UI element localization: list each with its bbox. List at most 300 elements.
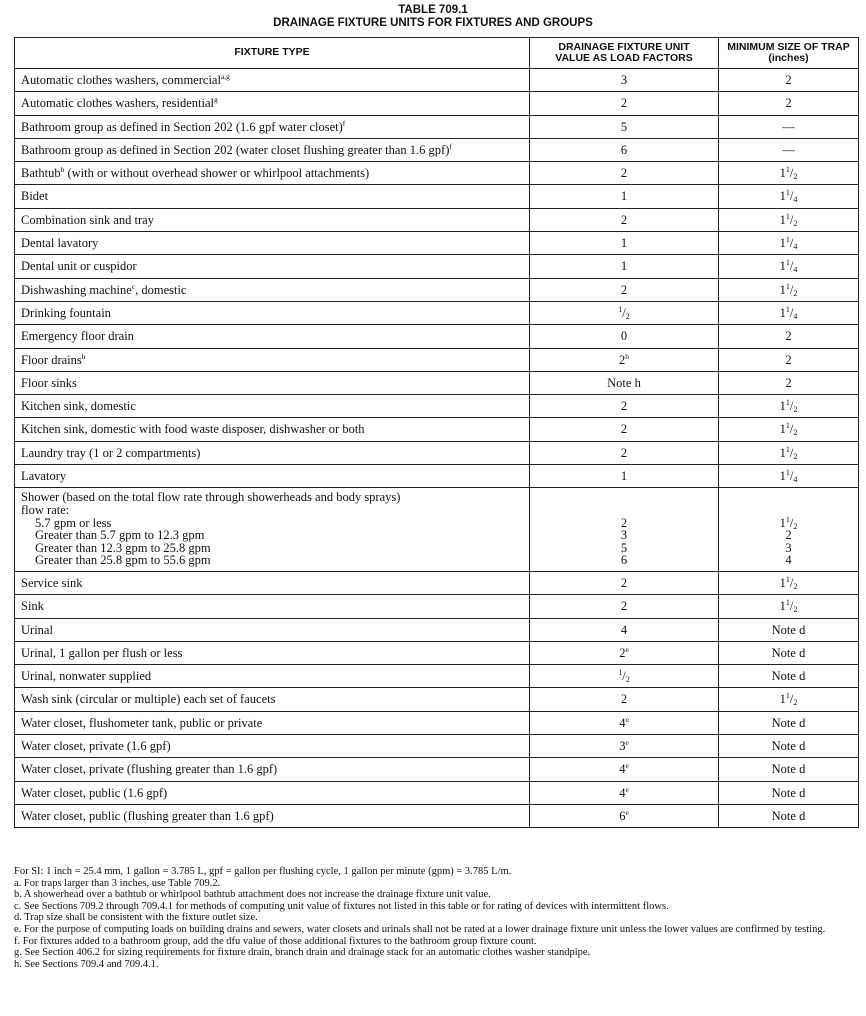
footnote-ref: e xyxy=(625,784,629,794)
fraction-denominator: 4 xyxy=(793,195,798,205)
dfu-fraction xyxy=(618,669,629,683)
footnote-item: e. For the purpose of computing loads on building drains and sewers, water closets and urinals shall not be rated at a lower drainage fixture unit unless the lower values are confirmed by testing. xyxy=(14,923,826,935)
trap-text: — xyxy=(782,119,795,134)
fraction-slash: / xyxy=(789,399,794,414)
fixture-name: Laundry tray (1 or 2 compartments) xyxy=(21,445,201,460)
footnote-ref: e xyxy=(625,714,629,724)
footnote-ref: h xyxy=(625,351,629,361)
fixture-name: Automatic clothes washers, residential xyxy=(21,96,214,111)
dfu-value-cell xyxy=(530,781,719,804)
fraction-denominator: 4 xyxy=(793,475,798,485)
dfu-text: 5 xyxy=(620,540,628,555)
dfu-text: 2 xyxy=(620,599,628,614)
dfu-text: 2 xyxy=(620,422,628,437)
trap-fraction xyxy=(780,306,798,320)
trap-text: 2 xyxy=(785,96,792,111)
table-row xyxy=(15,665,859,688)
dfu-value-cell xyxy=(530,371,719,394)
dfu-text: 4 xyxy=(619,785,626,800)
fixture-type-cell xyxy=(15,162,530,185)
fraction-whole: 1 xyxy=(779,422,786,437)
fixture-type-cell xyxy=(15,371,530,394)
fixture-type-cell xyxy=(15,325,530,348)
dfu-value-cell xyxy=(530,301,719,324)
trap-text: Note d xyxy=(771,715,806,730)
footnote-ref: e xyxy=(625,807,629,817)
trap-size-cell xyxy=(719,371,859,394)
table-row xyxy=(15,371,859,394)
trap-size-cell xyxy=(719,441,859,464)
table-row xyxy=(15,185,859,208)
dfu-value-cell xyxy=(530,278,719,301)
trap-fraction xyxy=(780,599,798,613)
spacer xyxy=(719,491,858,504)
fixture-name-tail: , domestic xyxy=(135,282,187,297)
fraction-denominator: 4 xyxy=(793,265,798,275)
fraction-slash: / xyxy=(789,445,794,460)
trap-fraction xyxy=(780,446,798,460)
fixture-name: Bathroom group as defined in Section 202 (1.6 gpf water closet) xyxy=(21,119,343,134)
fixture-type-cell xyxy=(15,348,530,371)
fixture-name: Automatic clothes washers, commercial xyxy=(21,73,221,87)
fixture-name: Bathroom group as defined in Section 202 (water closet flushing greater than 1.6 gpf) xyxy=(21,142,450,157)
table-row xyxy=(15,92,859,115)
dfu-value-cell xyxy=(530,804,719,827)
shower-flow-rate-label: Greater than 5.7 gpm to 12.3 gpm xyxy=(35,528,205,543)
trap-size-cell xyxy=(719,571,859,594)
fixture-type-cell xyxy=(15,734,530,757)
trap-size-cell xyxy=(719,641,859,664)
fraction-numerator: 1 xyxy=(785,468,790,478)
fraction-numerator: 1 xyxy=(785,514,790,524)
fixture-name: Emergency floor drain xyxy=(21,329,134,344)
fraction-denominator: 2 xyxy=(793,172,798,182)
table-row xyxy=(15,301,859,324)
trap-size-cell xyxy=(719,781,859,804)
fraction-slash: / xyxy=(789,236,794,251)
fixture-name: Shower (based on the total flow rate through showerheads and body sprays) xyxy=(21,490,401,505)
trap-text: Note d xyxy=(771,738,806,753)
dfu-value-cell xyxy=(530,255,719,278)
shower-flow-rate-label: 5.7 gpm or less xyxy=(35,515,112,530)
shower-flow-rate-label: Greater than 12.3 gpm to 25.8 gpm xyxy=(35,540,211,555)
fixture-name: Dental lavatory xyxy=(21,236,99,251)
fixture-name: Sink xyxy=(21,599,44,614)
trap-text: Note d xyxy=(771,762,806,777)
fixture-type-cell xyxy=(15,804,530,827)
fraction-slash: / xyxy=(789,189,794,204)
table-row xyxy=(15,488,859,572)
table-row xyxy=(15,255,859,278)
trap-fraction xyxy=(780,259,798,273)
table-row xyxy=(15,395,859,418)
fraction-slash: / xyxy=(789,575,794,590)
trap-text: 2 xyxy=(785,352,792,367)
trap-size-cell xyxy=(719,115,859,138)
trap-text: 2 xyxy=(785,375,792,390)
dfu-text: 0 xyxy=(620,329,628,344)
fixture-type-cell xyxy=(15,185,530,208)
fraction-numerator: 1 xyxy=(785,444,790,454)
dfu-text: 6 xyxy=(620,142,628,157)
footnote-item: c. See Sections 709.2 through 709.4.1 for methods of computing unit value of fixtures not listed in this table or for rating of devices with intermittent flows. xyxy=(14,900,669,912)
table-row xyxy=(15,208,859,231)
table-row xyxy=(15,781,859,804)
shower-trap xyxy=(719,554,858,567)
fraction-numerator: 1 xyxy=(785,691,790,701)
trap-size-cell xyxy=(719,688,859,711)
fraction-whole: 1 xyxy=(779,692,786,707)
trap-text: — xyxy=(782,142,795,157)
fraction-slash: / xyxy=(789,259,794,274)
dfu-text: 2 xyxy=(620,692,628,707)
fraction-slash: / xyxy=(789,212,794,227)
footnote-ref: h xyxy=(81,351,86,361)
footnote-ref: a,g xyxy=(220,72,230,81)
fixture-type-cell xyxy=(15,665,530,688)
table-row xyxy=(15,711,859,734)
fraction-whole: 1 xyxy=(779,445,786,460)
fixture-name-tail: (with or without overhead shower or whirlpool attachments) xyxy=(64,166,370,181)
dfu-text: 2 xyxy=(620,575,628,590)
fraction-whole: 1 xyxy=(779,469,786,484)
fixture-type-cell xyxy=(15,418,530,441)
fraction-whole: 1 xyxy=(779,189,786,204)
fraction-slash: / xyxy=(789,692,794,707)
trap-size-cell xyxy=(719,395,859,418)
fixture-type-cell xyxy=(15,758,530,781)
fraction-denominator: 2 xyxy=(793,451,798,461)
footnote-list xyxy=(14,878,860,971)
dfu-value-cell xyxy=(530,758,719,781)
footnote-item: h. See Sections 709.4 and 709.4.1. xyxy=(14,958,159,970)
header-fixture-type: FIXTURE TYPE xyxy=(15,38,530,69)
trap-size-cell xyxy=(719,711,859,734)
fixture-type-cell xyxy=(15,278,530,301)
fraction-slash: / xyxy=(789,599,794,614)
trap-size-cell xyxy=(719,325,859,348)
fixture-name: Lavatory xyxy=(21,469,67,484)
fixture-name: Water closet, flushometer tank, public or private xyxy=(21,715,263,730)
table-row xyxy=(15,734,859,757)
footnote-si: For SI: 1 inch = 25.4 mm, 1 gallon = 3.785 L, gpf = gallon per flushing cycle, 1 gallon per minute (gpm) = 3.785 L/m. xyxy=(14,866,512,877)
dfu-text: 2 xyxy=(620,399,628,414)
fraction-whole: 1 xyxy=(779,399,786,414)
footnote-item: d. Trap size shall be consistent with the fixture outlet size. xyxy=(14,912,258,924)
fraction-whole: 1 xyxy=(779,305,786,320)
dfu-text: 5 xyxy=(620,119,628,134)
trap-size-cell xyxy=(719,232,859,255)
fixture-type-cell xyxy=(15,232,530,255)
fixture-name: Water closet, public (1.6 gpf) xyxy=(21,785,168,800)
table-row xyxy=(15,571,859,594)
trap-text: Note d xyxy=(771,808,806,823)
dfu-value-cell xyxy=(530,711,719,734)
fixture-name-line2: flow rate: xyxy=(21,502,70,517)
dfu-value-cell xyxy=(530,232,719,255)
footnote-item: f. For fixtures added to a bathroom group, add the dfu value of those additional fixtures to the bathroom group fixture count. xyxy=(14,935,537,947)
fraction-numerator: 1 xyxy=(785,165,790,175)
table-row xyxy=(15,232,859,255)
fixture-type-cell xyxy=(15,488,530,572)
trap-text: 2 xyxy=(785,73,792,87)
fraction-whole: 1 xyxy=(779,515,786,530)
trap-fraction xyxy=(780,213,798,227)
dfu-value-cell xyxy=(530,69,719,92)
dfu-value-cell xyxy=(530,185,719,208)
footnote-ref: f xyxy=(449,141,452,151)
trap-size-cell xyxy=(719,138,859,161)
fixture-units-table xyxy=(14,37,859,828)
trap-size-cell xyxy=(719,92,859,115)
fixture-name: Dental unit or cuspidor xyxy=(21,259,137,274)
spacer xyxy=(530,491,718,504)
dfu-text: 2 xyxy=(619,645,626,660)
footnote-item: g. See Section 406.2 for sizing requirements for fixture drain, branch drain and drainage stack for an automatic clothes washer standpipe. xyxy=(14,947,591,959)
footnote-ref: e xyxy=(625,761,629,771)
trap-size-cell xyxy=(719,618,859,641)
fixture-type-cell xyxy=(15,301,530,324)
fraction-denominator: 2 xyxy=(793,698,798,708)
table-header-row xyxy=(15,38,859,69)
dfu-value-cell xyxy=(530,465,719,488)
fixture-name: Drinking fountain xyxy=(21,305,111,320)
table-body xyxy=(15,69,859,828)
footnote-ref: g xyxy=(214,95,218,105)
fraction-whole: 1 xyxy=(779,259,786,274)
fraction-slash: / xyxy=(789,305,794,320)
fixture-type-cell xyxy=(15,465,530,488)
header-trap-line2: (inches) xyxy=(768,52,809,64)
trap-size-cell xyxy=(719,301,859,324)
footnote-ref: b xyxy=(60,165,65,175)
table-row xyxy=(15,418,859,441)
fixture-type-cell xyxy=(15,595,530,618)
fixture-type-cell xyxy=(15,138,530,161)
trap-text: Note d xyxy=(771,785,806,800)
table-row xyxy=(15,641,859,664)
fixture-name: Water closet, public (flushing greater than 1.6 gpf) xyxy=(21,808,274,823)
fraction-numerator: 1 xyxy=(785,258,790,268)
fixture-type-cell xyxy=(15,781,530,804)
trap-size-cell xyxy=(719,488,859,572)
header-dfu-value xyxy=(530,38,719,69)
fixture-type-cell xyxy=(15,571,530,594)
fixture-type-cell xyxy=(15,92,530,115)
dfu-text: 3 xyxy=(619,738,626,753)
trap-size-cell xyxy=(719,665,859,688)
trap-text: 2 xyxy=(785,329,792,344)
fraction-denominator: 2 xyxy=(793,218,798,228)
table-row xyxy=(15,115,859,138)
dfu-value-cell xyxy=(530,618,719,641)
trap-text: 2 xyxy=(785,528,792,543)
fixture-type-cell xyxy=(15,711,530,734)
fixture-name: Kitchen sink, domestic with food waste disposer, dishwasher or both xyxy=(21,422,365,437)
fraction-slash: / xyxy=(622,669,626,684)
trap-text: 4 xyxy=(785,553,792,568)
fraction-denominator: 2 xyxy=(793,288,798,298)
dfu-value-cell xyxy=(530,395,719,418)
footnotes xyxy=(14,866,860,970)
trap-size-cell xyxy=(719,734,859,757)
fraction-numerator: 1 xyxy=(785,281,790,291)
fixture-name: Water closet, private (flushing greater than 1.6 gpf) xyxy=(21,762,278,777)
fixture-type-cell xyxy=(15,395,530,418)
trap-fraction xyxy=(780,283,798,297)
fraction-whole: 1 xyxy=(779,599,786,614)
fraction-whole: 1 xyxy=(779,212,786,227)
dfu-text: 1 xyxy=(620,236,628,251)
trap-text: Note d xyxy=(771,622,806,637)
dfu-text: 6 xyxy=(620,553,628,568)
header-trap-size xyxy=(719,38,859,69)
trap-fraction xyxy=(780,399,798,413)
footnote-item: a. For traps larger than 3 inches, use Table 709.2. xyxy=(14,877,221,889)
fixture-name: Bidet xyxy=(21,189,49,204)
dfu-value-cell xyxy=(530,92,719,115)
fraction-slash: / xyxy=(789,282,794,297)
footnote-ref: f xyxy=(342,118,346,128)
fraction-slash: / xyxy=(622,305,626,320)
dfu-value-cell xyxy=(530,441,719,464)
fraction-slash: / xyxy=(789,166,794,181)
dfu-text: 2 xyxy=(620,212,628,227)
footnote-ref: e xyxy=(625,737,629,747)
fraction-denominator: 2 xyxy=(625,675,630,685)
footnote-ref: c xyxy=(131,281,136,291)
fixture-type-cell xyxy=(15,255,530,278)
fraction-numerator: 1 xyxy=(618,304,623,314)
dfu-text: Note h xyxy=(607,375,641,390)
dfu-text: 4 xyxy=(620,622,628,637)
trap-size-cell xyxy=(719,208,859,231)
fixture-name: Urinal, 1 gallon per flush or less xyxy=(21,645,183,660)
fixture-name: Floor drains xyxy=(21,352,82,367)
footnote-item: b. A showerhead over a bathtub or whirlpool bathtub attachment does not increase the drainage fixture unit value. xyxy=(14,889,491,901)
fraction-numerator: 1 xyxy=(785,598,790,608)
fraction-denominator: 4 xyxy=(793,311,798,321)
table-row xyxy=(15,278,859,301)
fixture-type-cell xyxy=(15,688,530,711)
fraction-numerator: 1 xyxy=(785,235,790,245)
table-row xyxy=(15,138,859,161)
dfu-text: 2 xyxy=(620,166,628,181)
fixture-name: Bathtub xyxy=(21,166,61,181)
table-row xyxy=(15,162,859,185)
table-row xyxy=(15,441,859,464)
shower-dfu xyxy=(530,554,718,567)
fraction-whole: 1 xyxy=(779,236,786,251)
dfu-text: 6 xyxy=(619,808,626,823)
header-dfu-line1: DRAINAGE FIXTURE UNIT xyxy=(558,40,690,53)
trap-fraction xyxy=(780,189,798,203)
fraction-whole: 1 xyxy=(779,166,786,181)
table-title: TABLE 709.1 xyxy=(398,4,468,16)
trap-fraction xyxy=(780,236,798,250)
trap-text: 3 xyxy=(785,540,792,555)
dfu-text: 3 xyxy=(620,528,628,543)
dfu-value-cell xyxy=(530,418,719,441)
trap-fraction xyxy=(780,422,798,436)
fraction-numerator: 1 xyxy=(785,421,790,431)
trap-text: Note d xyxy=(771,669,806,684)
fraction-denominator: 2 xyxy=(793,581,798,591)
dfu-value-cell xyxy=(530,208,719,231)
table-row xyxy=(15,348,859,371)
trap-size-cell xyxy=(719,162,859,185)
trap-size-cell xyxy=(719,758,859,781)
dfu-value-cell xyxy=(530,162,719,185)
fixture-type-cell xyxy=(15,641,530,664)
fixture-name: Floor sinks xyxy=(21,375,77,390)
dfu-value-cell xyxy=(530,325,719,348)
dfu-text: 2 xyxy=(620,445,628,460)
dfu-text: 1 xyxy=(620,469,628,484)
dfu-value-cell xyxy=(530,641,719,664)
fixture-type-cell xyxy=(15,208,530,231)
fixture-name: Service sink xyxy=(21,575,83,590)
dfu-text: 3 xyxy=(620,73,628,87)
dfu-text: 2 xyxy=(620,515,628,530)
trap-fraction xyxy=(780,692,798,706)
fixture-name: Dishwashing machine xyxy=(21,282,132,297)
dfu-text: 1 xyxy=(620,189,628,204)
fixture-type-cell xyxy=(15,618,530,641)
fixture-type-cell xyxy=(15,115,530,138)
trap-size-cell xyxy=(719,595,859,618)
fraction-slash: / xyxy=(789,469,794,484)
fraction-slash: / xyxy=(789,422,794,437)
fraction-denominator: 2 xyxy=(793,605,798,615)
fraction-whole: 1 xyxy=(779,575,786,590)
dfu-text: 4 xyxy=(619,762,626,777)
fraction-denominator: 2 xyxy=(793,405,798,415)
fixture-name: Combination sink and tray xyxy=(21,212,154,227)
table-row xyxy=(15,758,859,781)
dfu-value-cell xyxy=(530,595,719,618)
shower-flow-rate-label: Greater than 25.8 gpm to 55.6 gpm xyxy=(35,553,211,568)
trap-size-cell xyxy=(719,69,859,92)
fraction-numerator: 1 xyxy=(785,574,790,584)
table-row xyxy=(15,618,859,641)
header-dfu-line2: VALUE AS LOAD FACTORS xyxy=(555,52,693,64)
dfu-value-cell xyxy=(530,115,719,138)
table-row xyxy=(15,69,859,92)
fraction-whole: 1 xyxy=(779,282,786,297)
dfu-value-cell xyxy=(530,571,719,594)
table-row xyxy=(15,465,859,488)
trap-size-cell xyxy=(719,185,859,208)
dfu-text: 1 xyxy=(620,259,628,274)
dfu-text: 2 xyxy=(620,282,628,297)
trap-fraction xyxy=(780,166,798,180)
footnote-ref: e xyxy=(625,644,629,654)
dfu-value-cell xyxy=(530,734,719,757)
trap-size-cell xyxy=(719,348,859,371)
dfu-text: 4 xyxy=(619,715,626,730)
fraction-numerator: 1 xyxy=(785,211,790,221)
fixture-name: Kitchen sink, domestic xyxy=(21,399,136,414)
dfu-value-cell xyxy=(530,688,719,711)
dfu-value-cell xyxy=(530,665,719,688)
trap-size-cell xyxy=(719,255,859,278)
fraction-denominator: 4 xyxy=(793,242,798,252)
dfu-value-cell xyxy=(530,348,719,371)
header-trap-line1: MINIMUM SIZE OF TRAP xyxy=(727,40,850,53)
table-row xyxy=(15,595,859,618)
dfu-value-cell xyxy=(530,138,719,161)
